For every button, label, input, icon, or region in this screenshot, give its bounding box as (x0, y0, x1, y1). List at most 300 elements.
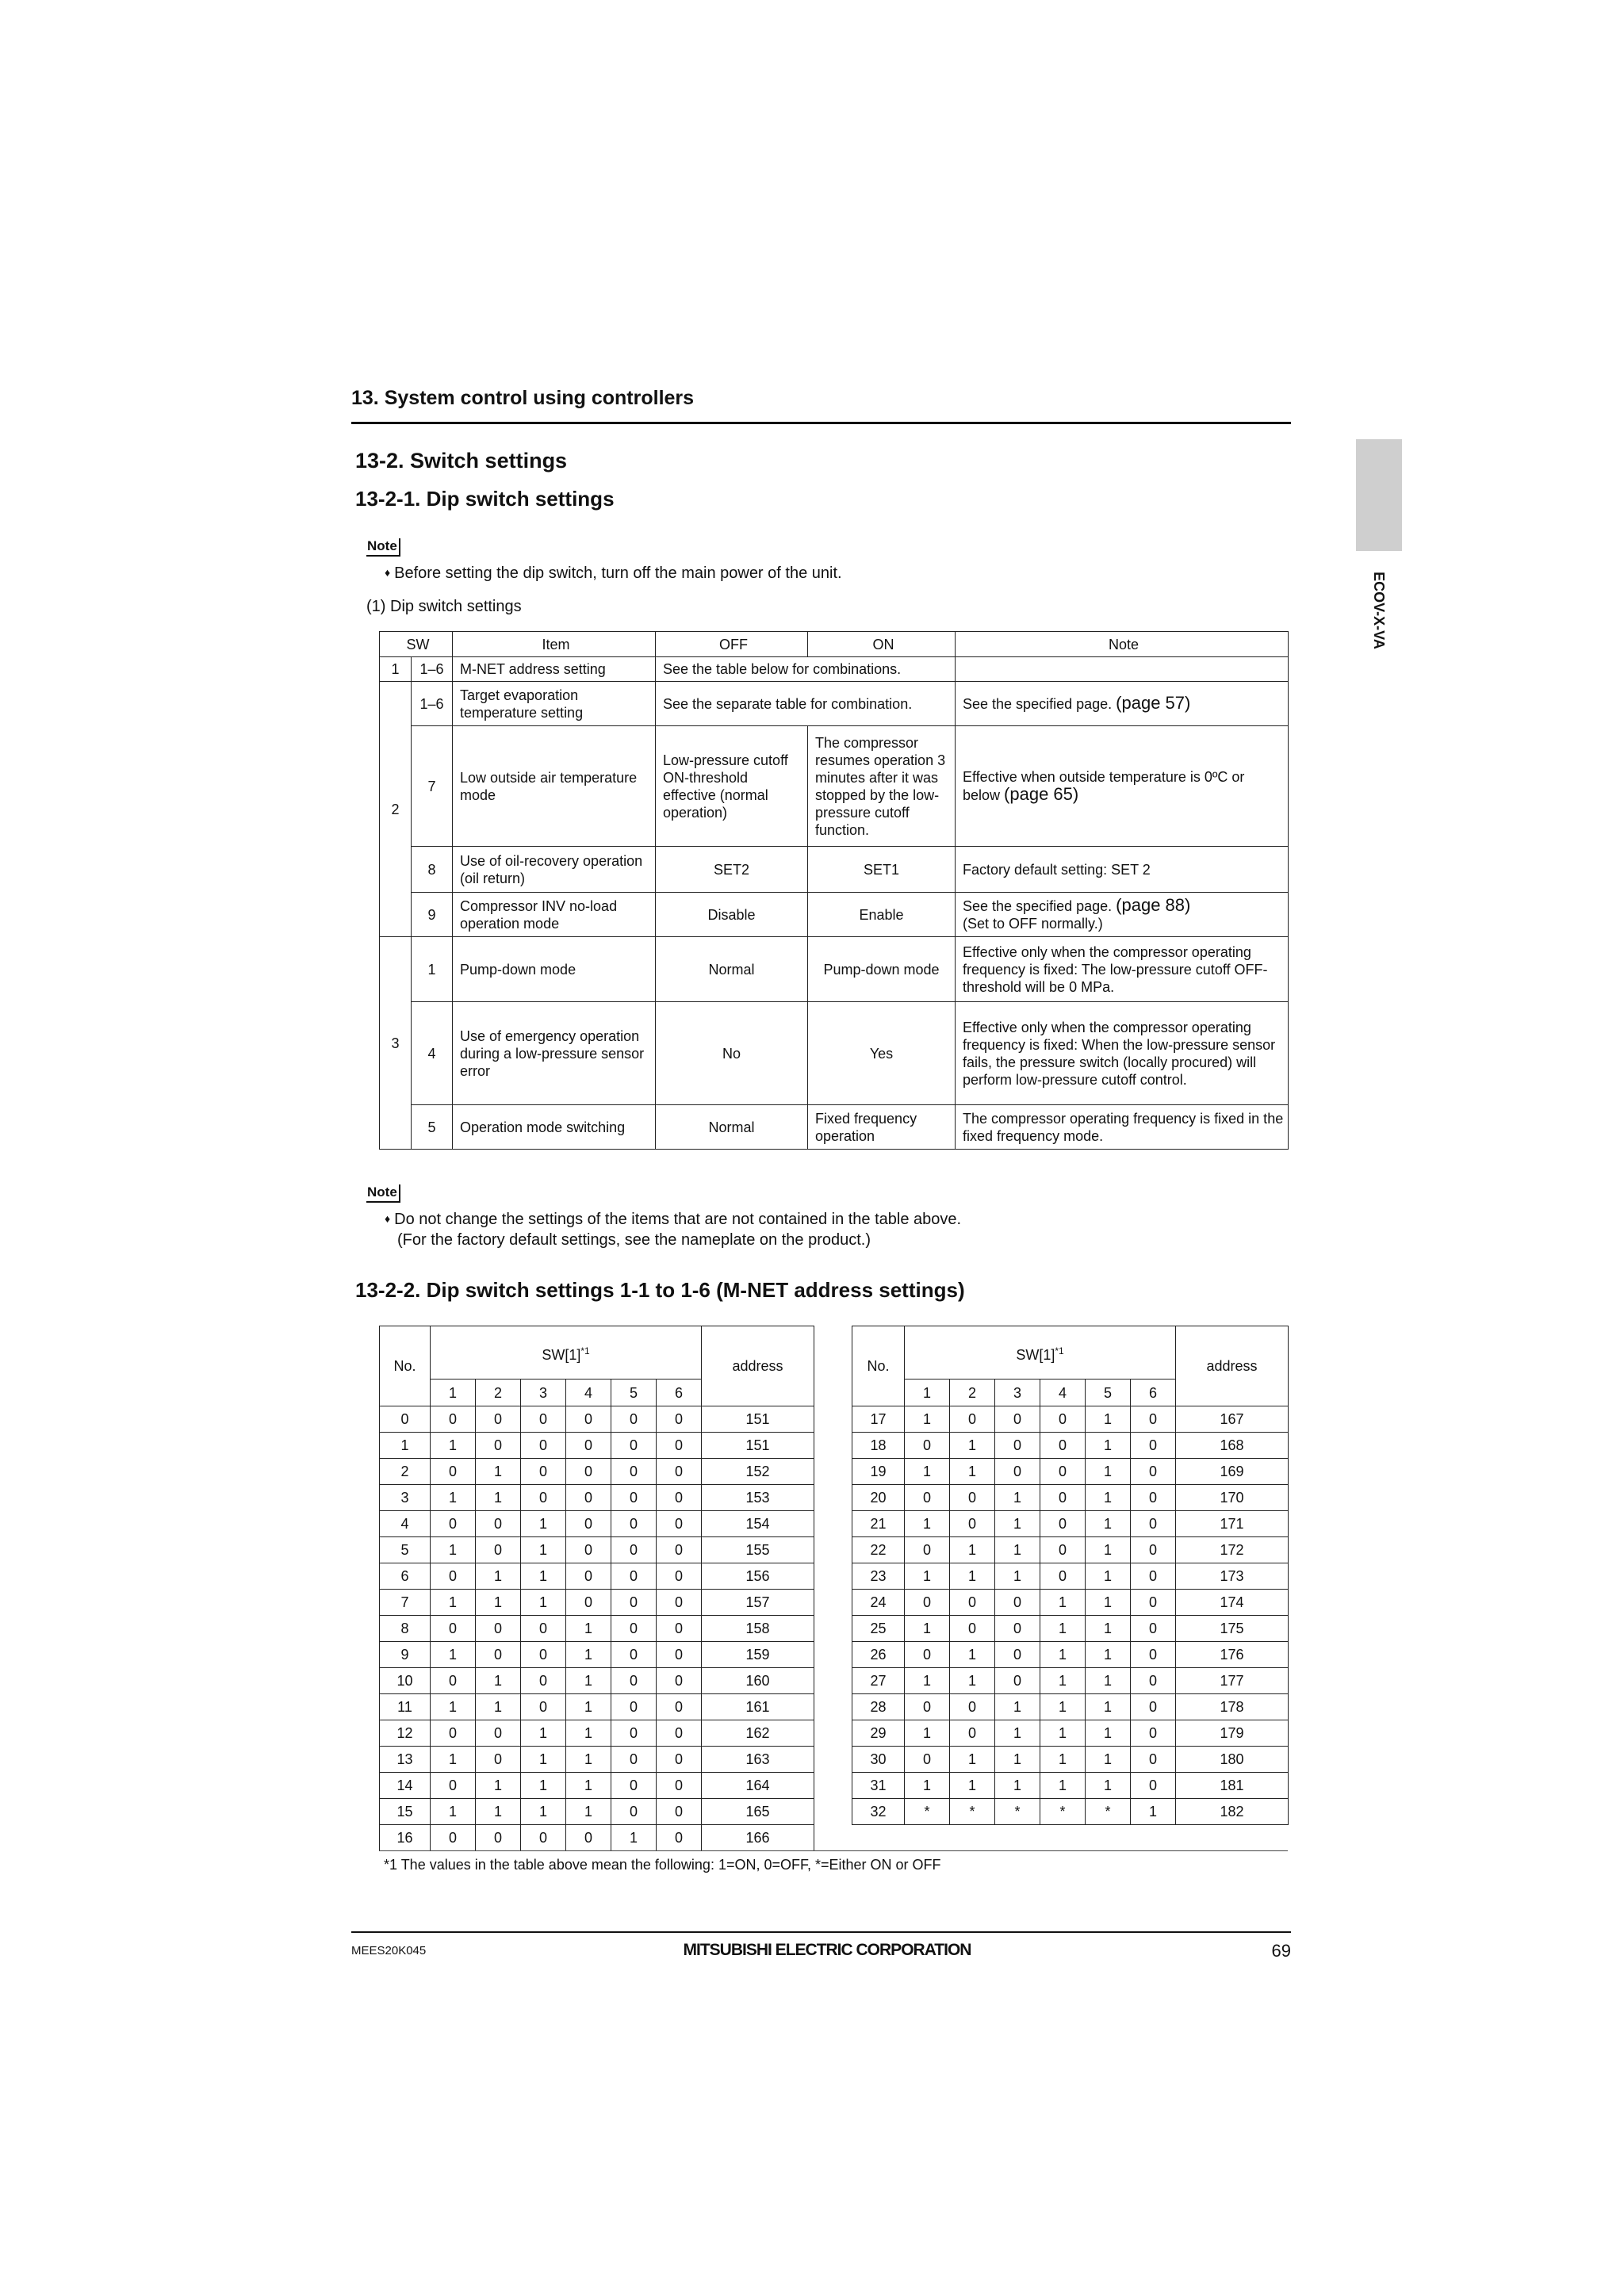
note-text (385, 1208, 961, 1230)
address-cell: 152 (702, 1459, 814, 1485)
switch-bit-cell: 0 (521, 1616, 566, 1642)
on-cell: The compressor resumes operation 3 minutes after it was stopped by the low-pressure cutoff function. (808, 726, 956, 847)
row-number-cell: 5 (380, 1537, 431, 1563)
row-number-cell: 4 (380, 1511, 431, 1537)
address-cell: 166 (702, 1825, 814, 1851)
bit-header: 3 (995, 1380, 1040, 1406)
switch-bit-cell: 1 (1040, 1642, 1086, 1668)
switch-bit-cell: 0 (657, 1511, 702, 1537)
switch-bit-cell: 0 (995, 1590, 1040, 1616)
switch-bit-cell: 0 (1131, 1616, 1176, 1642)
bit-header: 3 (521, 1380, 566, 1406)
note-body: Do not change the settings of the items that are not contained in the table above. (394, 1211, 962, 1228)
switch-bit-cell: 0 (1040, 1537, 1086, 1563)
switch-bit-cell: 0 (431, 1459, 476, 1485)
switch-bit-cell: 0 (1131, 1668, 1176, 1694)
side-tab-marker (1356, 439, 1402, 551)
address-cell: 178 (1176, 1694, 1289, 1720)
header-sw (431, 1326, 702, 1380)
sw-label: SW[1] (1016, 1346, 1055, 1363)
switch-bit-cell: 0 (611, 1799, 657, 1825)
switch-bit-cell: * (905, 1799, 950, 1825)
switch-bit-cell: 1 (950, 1459, 995, 1485)
switch-bit-cell: 0 (611, 1511, 657, 1537)
table-row (380, 1105, 1289, 1150)
switch-bit-cell: 1 (905, 1563, 950, 1590)
switch-bit-cell: 1 (1040, 1773, 1086, 1799)
document-code: MEES20K045 (351, 1944, 427, 1957)
switch-bit-cell: 0 (431, 1563, 476, 1590)
header-no: No. (852, 1326, 905, 1406)
switch-bit-cell: 1 (995, 1485, 1040, 1511)
address-cell: 176 (1176, 1642, 1289, 1668)
switch-bit-cell: 1 (950, 1773, 995, 1799)
switch-bit-cell: 1 (476, 1590, 521, 1616)
switch-bit-cell: 0 (905, 1694, 950, 1720)
address-cell: 179 (1176, 1720, 1289, 1747)
switch-bit-cell: 1 (905, 1459, 950, 1485)
address-cell: 163 (702, 1747, 814, 1773)
table-row (380, 1002, 1289, 1105)
table-row (380, 1406, 814, 1433)
switch-bit-cell: 0 (657, 1747, 702, 1773)
switch-bit-cell: 1 (566, 1747, 611, 1773)
row-number-cell: 24 (852, 1590, 905, 1616)
table-row (852, 1563, 1289, 1590)
switch-bit-cell: 0 (521, 1642, 566, 1668)
bit-header: 4 (1040, 1380, 1086, 1406)
switch-bit-cell: 0 (905, 1433, 950, 1459)
switch-bit-cell: 1 (1086, 1459, 1131, 1485)
table-row (852, 1773, 1289, 1799)
switch-bit-cell: 0 (521, 1406, 566, 1433)
switch-bit-cell: 0 (431, 1406, 476, 1433)
subsection-title-dip-switch: 13-2-1. Dip switch settings (355, 487, 615, 511)
switch-bit-cell: 0 (950, 1485, 995, 1511)
switch-bit-cell: 0 (905, 1747, 950, 1773)
switch-bit-cell: 1 (905, 1720, 950, 1747)
row-number-cell: 20 (852, 1485, 905, 1511)
header-note: Note (956, 632, 1289, 657)
page-reference: (page 88) (1116, 895, 1191, 915)
offon-cell: See the separate table for combination. (656, 682, 956, 726)
note-cell (956, 893, 1289, 937)
item-cell: Target evaporation temperature setting (453, 682, 656, 726)
switch-bit-cell: 0 (476, 1642, 521, 1668)
address-cell: 153 (702, 1485, 814, 1511)
switch-bit-cell: 0 (611, 1590, 657, 1616)
switch-bit-cell: 0 (1131, 1590, 1176, 1616)
switch-bit-cell: 0 (905, 1642, 950, 1668)
switch-bit-cell: 1 (1086, 1511, 1131, 1537)
switch-bit-cell: 1 (1040, 1694, 1086, 1720)
address-cell: 156 (702, 1563, 814, 1590)
switch-bit-cell: 1 (1086, 1747, 1131, 1773)
switch-bit-cell: 1 (1131, 1799, 1176, 1825)
table-row (852, 1590, 1289, 1616)
note-cell (956, 726, 1289, 847)
switch-bit-cell: 1 (905, 1616, 950, 1642)
bit-header: 5 (611, 1380, 657, 1406)
item-cell: Low outside air temperature mode (453, 726, 656, 847)
off-cell: Normal (656, 1105, 808, 1150)
switch-bit-cell: 1 (1086, 1642, 1131, 1668)
switch-bit-cell: 0 (950, 1720, 995, 1747)
switch-bit-cell: * (1040, 1799, 1086, 1825)
row-number-cell: 9 (380, 1642, 431, 1668)
note-text: See the specified page. (963, 898, 1113, 914)
row-number-cell: 23 (852, 1563, 905, 1590)
address-rows-right (852, 1406, 1289, 1825)
table-header-row (852, 1326, 1289, 1380)
switch-bit-cell: 0 (431, 1773, 476, 1799)
row-number-cell: 1 (380, 1433, 431, 1459)
sw-number-cell: 9 (412, 893, 453, 937)
switch-bit-cell: 1 (476, 1694, 521, 1720)
row-number-cell: 8 (380, 1616, 431, 1642)
switch-bit-cell: 0 (657, 1406, 702, 1433)
switch-bit-cell: 1 (905, 1668, 950, 1694)
table-row (380, 1799, 814, 1825)
switch-bit-cell: 0 (611, 1616, 657, 1642)
header-sw: SW (380, 632, 453, 657)
chapter-title: 13. System control using controllers (351, 387, 695, 409)
switch-bit-cell: 0 (611, 1747, 657, 1773)
switch-bit-cell: 1 (476, 1563, 521, 1590)
switch-bit-cell: 0 (657, 1668, 702, 1694)
switch-bit-cell: 0 (950, 1511, 995, 1537)
sw-group-cell: 2 (380, 682, 412, 937)
switch-bit-cell: 0 (566, 1590, 611, 1616)
switch-bit-cell: 1 (611, 1825, 657, 1851)
address-rows-left (380, 1406, 814, 1851)
switch-bit-cell: 0 (1131, 1511, 1176, 1537)
switch-bit-cell: 0 (1040, 1406, 1086, 1433)
sw-number-cell: 5 (412, 1105, 453, 1150)
table-row (380, 1825, 814, 1851)
switch-bit-cell: 0 (611, 1485, 657, 1511)
table-row (380, 726, 1289, 847)
address-cell: 173 (1176, 1563, 1289, 1590)
switch-bit-cell: 0 (521, 1433, 566, 1459)
row-number-cell: 17 (852, 1406, 905, 1433)
on-cell: SET1 (808, 847, 956, 893)
switch-bit-cell: 0 (657, 1459, 702, 1485)
switch-bit-cell: 1 (995, 1537, 1040, 1563)
switch-bit-cell: 0 (521, 1668, 566, 1694)
switch-bit-cell: 0 (431, 1668, 476, 1694)
address-cell: 175 (1176, 1616, 1289, 1642)
switch-bit-cell: 0 (1131, 1563, 1176, 1590)
switch-bit-cell: 0 (611, 1433, 657, 1459)
table-row (380, 1485, 814, 1511)
switch-bit-cell: 0 (1040, 1433, 1086, 1459)
row-number-cell: 10 (380, 1668, 431, 1694)
table-row (380, 1747, 814, 1773)
switch-bit-cell: 0 (657, 1537, 702, 1563)
note-cell (956, 657, 1289, 682)
sw-number-cell: 4 (412, 1002, 453, 1105)
note-body: Before setting the dip switch, turn off the main power of the unit. (394, 564, 842, 582)
switch-bit-cell: 0 (1131, 1773, 1176, 1799)
side-tab-label: ECOV-X-VA (1371, 572, 1387, 649)
switch-bit-cell: 1 (995, 1720, 1040, 1747)
switch-bit-cell: 1 (1040, 1590, 1086, 1616)
page-reference: (page 65) (1004, 784, 1079, 804)
switch-bit-cell: 1 (1040, 1720, 1086, 1747)
footnote-marker: *1 (580, 1345, 590, 1357)
switch-bit-cell: 1 (521, 1720, 566, 1747)
address-cell: 180 (1176, 1747, 1289, 1773)
switch-bit-cell: 0 (611, 1773, 657, 1799)
switch-bit-cell: 1 (995, 1773, 1040, 1799)
sw-group-cell: 3 (380, 937, 412, 1150)
switch-bit-cell: 1 (476, 1668, 521, 1694)
note-cell: Factory default setting: SET 2 (956, 847, 1289, 893)
offon-cell: See the table below for combinations. (656, 657, 956, 682)
footnote-marker: *1 (1055, 1345, 1064, 1357)
switch-bit-cell: 1 (905, 1406, 950, 1433)
note-cell: The compressor operating frequency is fixed in the fixed frequency mode. (956, 1105, 1289, 1150)
row-number-cell: 22 (852, 1537, 905, 1563)
switch-bit-cell: 1 (995, 1511, 1040, 1537)
table-row (852, 1616, 1289, 1642)
row-number-cell: 7 (380, 1590, 431, 1616)
address-cell: 161 (702, 1694, 814, 1720)
switch-bit-cell: 0 (566, 1433, 611, 1459)
table-row (380, 893, 1289, 937)
table-row (852, 1537, 1289, 1563)
switch-bit-cell: 1 (521, 1563, 566, 1590)
sw-number-cell: 1–6 (412, 657, 453, 682)
switch-bit-cell: 1 (566, 1668, 611, 1694)
switch-bit-cell: 0 (995, 1668, 1040, 1694)
switch-bit-cell: * (950, 1799, 995, 1825)
switch-bit-cell: 0 (476, 1511, 521, 1537)
note-heading: Note (366, 538, 400, 557)
switch-bit-cell: 0 (611, 1406, 657, 1433)
row-number-cell: 0 (380, 1406, 431, 1433)
switch-bit-cell: 1 (476, 1485, 521, 1511)
chapter-rule (351, 422, 1291, 424)
switch-bit-cell: 0 (1040, 1459, 1086, 1485)
switch-bit-cell: 1 (1040, 1668, 1086, 1694)
switch-bit-cell: 1 (521, 1511, 566, 1537)
table-row (852, 1799, 1289, 1825)
address-table-right (852, 1326, 1289, 1825)
switch-bit-cell: 1 (1040, 1616, 1086, 1642)
switch-bit-cell: 0 (995, 1433, 1040, 1459)
switch-bit-cell: 0 (566, 1563, 611, 1590)
switch-bit-cell: 0 (905, 1537, 950, 1563)
switch-bit-cell: 1 (950, 1747, 995, 1773)
row-number-cell: 21 (852, 1511, 905, 1537)
switch-bit-cell: 1 (1040, 1747, 1086, 1773)
note-cell: Effective only when the compressor operating frequency is fixed: When the low-pressure sensor fails, the pressure switch (locally procured) will perform low-pressure cutoff control. (956, 1002, 1289, 1105)
switch-bit-cell: 0 (657, 1433, 702, 1459)
switch-bit-cell: 0 (476, 1720, 521, 1747)
switch-bit-cell: 1 (521, 1537, 566, 1563)
switch-bit-cell: 1 (431, 1799, 476, 1825)
switch-bit-cell: 1 (950, 1537, 995, 1563)
switch-bit-cell: * (995, 1799, 1040, 1825)
row-number-cell: 16 (380, 1825, 431, 1851)
row-number-cell: 29 (852, 1720, 905, 1747)
table-row (380, 1537, 814, 1563)
table-row (852, 1406, 1289, 1433)
switch-bit-cell: 0 (476, 1747, 521, 1773)
row-number-cell: 18 (852, 1433, 905, 1459)
switch-bit-cell: 0 (566, 1406, 611, 1433)
sw-group-cell: 1 (380, 657, 412, 682)
switch-bit-cell: 0 (657, 1720, 702, 1747)
switch-bit-cell: 0 (995, 1642, 1040, 1668)
table-row (380, 1459, 814, 1485)
switch-bit-cell: 1 (1086, 1590, 1131, 1616)
switch-bit-cell: 0 (431, 1720, 476, 1747)
switch-bit-cell: 1 (566, 1773, 611, 1799)
subsection-title-mnet-address: 13-2-2. Dip switch settings 1-1 to 1-6 (M-NET address settings) (355, 1278, 965, 1302)
bit-header: 1 (905, 1380, 950, 1406)
switch-bit-cell: 0 (1131, 1537, 1176, 1563)
item-cell: M-NET address setting (453, 657, 656, 682)
address-table-left (379, 1326, 814, 1851)
switch-bit-cell: 0 (657, 1616, 702, 1642)
item-cell: Use of oil-recovery operation (oil return) (453, 847, 656, 893)
item-cell: Use of emergency operation during a low-pressure sensor error (453, 1002, 656, 1105)
switch-bit-cell: 0 (521, 1459, 566, 1485)
switch-bit-cell: 0 (657, 1485, 702, 1511)
address-cell: 181 (1176, 1773, 1289, 1799)
row-number-cell: 27 (852, 1668, 905, 1694)
switch-bit-cell: * (1086, 1799, 1131, 1825)
switch-bit-cell: 1 (431, 1642, 476, 1668)
note-heading: Note (366, 1184, 400, 1203)
address-cell: 168 (1176, 1433, 1289, 1459)
bit-header: 2 (476, 1380, 521, 1406)
address-cell: 151 (702, 1433, 814, 1459)
switch-bit-cell: 0 (521, 1485, 566, 1511)
switch-bit-cell: 1 (521, 1799, 566, 1825)
address-cell: 164 (702, 1773, 814, 1799)
switch-bit-cell: 0 (521, 1825, 566, 1851)
address-cell: 162 (702, 1720, 814, 1747)
table-row (380, 937, 1289, 1002)
switch-bit-cell: 0 (1040, 1485, 1086, 1511)
item-cell: Compressor INV no-load operation mode (453, 893, 656, 937)
sw-number-cell: 1 (412, 937, 453, 1002)
bit-header: 4 (566, 1380, 611, 1406)
off-cell: Normal (656, 937, 808, 1002)
switch-bit-cell: 1 (1086, 1720, 1131, 1747)
switch-bit-cell: 1 (476, 1799, 521, 1825)
switch-bit-cell: 1 (1086, 1616, 1131, 1642)
switch-bit-cell: 0 (905, 1590, 950, 1616)
row-number-cell: 2 (380, 1459, 431, 1485)
switch-bit-cell: 0 (950, 1590, 995, 1616)
switch-bit-cell: 0 (566, 1459, 611, 1485)
switch-bit-cell: 1 (1086, 1406, 1131, 1433)
note-text: Effective when outside temperature is 0ºC or below (963, 769, 1245, 803)
item-cell: Operation mode switching (453, 1105, 656, 1150)
address-cell: 171 (1176, 1511, 1289, 1537)
row-number-cell: 28 (852, 1694, 905, 1720)
switch-bit-cell: 0 (476, 1825, 521, 1851)
switch-bit-cell: 0 (1040, 1511, 1086, 1537)
address-cell: 174 (1176, 1590, 1289, 1616)
switch-bit-cell: 0 (476, 1406, 521, 1433)
switch-bit-cell: 0 (566, 1511, 611, 1537)
switch-bit-cell: 1 (566, 1616, 611, 1642)
off-cell: Low-pressure cutoff ON-threshold effective (normal operation) (656, 726, 808, 847)
switch-bit-cell: 1 (950, 1642, 995, 1668)
switch-bit-cell: 0 (611, 1668, 657, 1694)
table-row (852, 1459, 1289, 1485)
table-row (380, 657, 1289, 682)
row-number-cell: 26 (852, 1642, 905, 1668)
table-row (380, 1720, 814, 1747)
table-row (380, 1773, 814, 1799)
table-row (380, 1616, 814, 1642)
row-number-cell: 30 (852, 1747, 905, 1773)
switch-bit-cell: 0 (657, 1773, 702, 1799)
address-cell: 165 (702, 1799, 814, 1825)
address-cell: 170 (1176, 1485, 1289, 1511)
sw-label: SW[1] (542, 1346, 581, 1363)
note-text (385, 562, 842, 584)
switch-bit-cell: 1 (950, 1668, 995, 1694)
table-row (380, 1511, 814, 1537)
switch-bit-cell: 1 (566, 1720, 611, 1747)
footnote-rule (379, 1850, 1288, 1851)
table-row (852, 1668, 1289, 1694)
switch-bit-cell: 0 (611, 1694, 657, 1720)
switch-bit-cell: 1 (1086, 1563, 1131, 1590)
switch-bit-cell: 0 (657, 1642, 702, 1668)
off-cell: No (656, 1002, 808, 1105)
switch-bit-cell: 1 (1086, 1485, 1131, 1511)
switch-bit-cell: 0 (521, 1694, 566, 1720)
table-row (852, 1720, 1289, 1747)
switch-bit-cell: 0 (657, 1799, 702, 1825)
address-cell: 155 (702, 1537, 814, 1563)
switch-bit-cell: 0 (611, 1563, 657, 1590)
row-number-cell: 32 (852, 1799, 905, 1825)
sw-number-cell: 1–6 (412, 682, 453, 726)
switch-bit-cell: 0 (995, 1459, 1040, 1485)
switch-bit-cell: 0 (611, 1459, 657, 1485)
switch-bit-cell: 1 (566, 1799, 611, 1825)
header-on: ON (808, 632, 956, 657)
address-cell: 151 (702, 1406, 814, 1433)
switch-bit-cell: 1 (995, 1563, 1040, 1590)
bit-header: 2 (950, 1380, 995, 1406)
section-title: 13-2. Switch settings (355, 449, 568, 473)
switch-bit-cell: 0 (1131, 1406, 1176, 1433)
table-row (852, 1694, 1289, 1720)
row-number-cell: 6 (380, 1563, 431, 1590)
table-row (852, 1642, 1289, 1668)
row-number-cell: 3 (380, 1485, 431, 1511)
row-number-cell: 11 (380, 1694, 431, 1720)
switch-bit-cell: 0 (431, 1825, 476, 1851)
switch-bit-cell: 1 (1086, 1433, 1131, 1459)
header-off: OFF (656, 632, 808, 657)
bit-header: 6 (1131, 1380, 1176, 1406)
row-number-cell: 14 (380, 1773, 431, 1799)
switch-bit-cell: 1 (521, 1747, 566, 1773)
switch-bit-cell: 0 (995, 1406, 1040, 1433)
